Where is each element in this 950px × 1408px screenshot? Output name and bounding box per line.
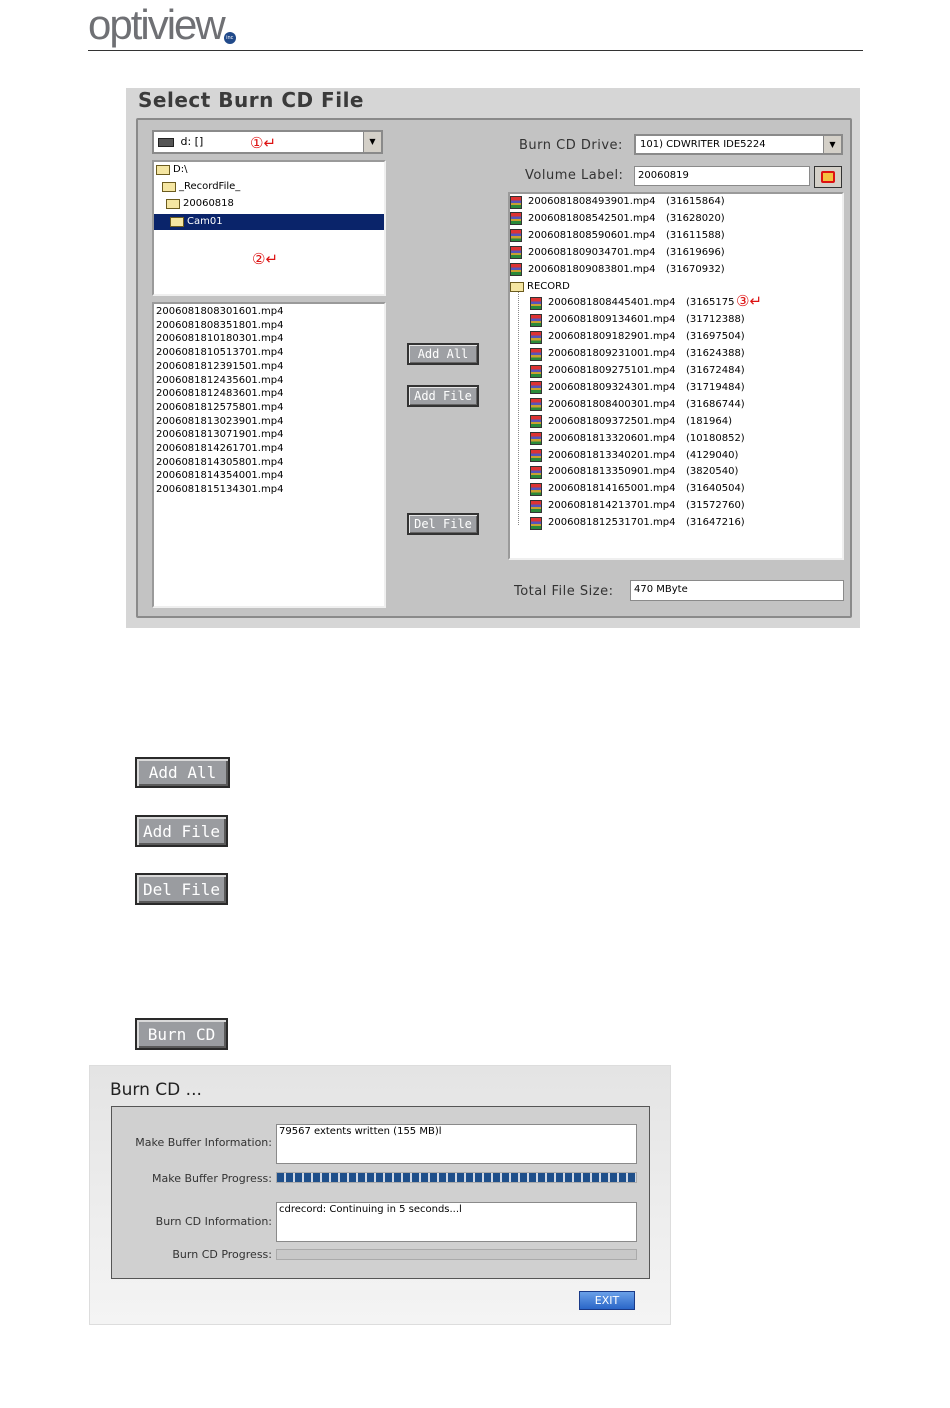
make-buffer-progress-bar [276, 1172, 637, 1183]
file-size: (181964) [686, 415, 732, 427]
burn-file-item[interactable] [530, 499, 745, 513]
make-buffer-progress-fill [277, 1173, 636, 1182]
burn-cd-button[interactable] [814, 166, 842, 188]
make-buffer-info-label: Make Buffer Information: [135, 1136, 272, 1149]
burn-file-item[interactable] [510, 229, 725, 243]
video-file-icon [530, 381, 542, 394]
burn-file-item[interactable] [530, 465, 738, 479]
video-file-icon [530, 365, 542, 378]
burn-file-item[interactable] [530, 398, 745, 412]
burn-file-item[interactable] [530, 347, 745, 361]
source-file-item[interactable]: 2006081814305801.mp4 [156, 456, 284, 468]
source-file-item[interactable]: 2006081813023901.mp4 [156, 415, 284, 427]
burn-file-item[interactable] [530, 516, 745, 530]
folder-open-icon [170, 217, 184, 227]
file-name: 2006081809134601.mp4 [548, 314, 676, 326]
tree-item-date[interactable]: 20060818 [166, 197, 234, 211]
file-name: 2006081809372501.mp4 [548, 415, 676, 427]
burn-file-item[interactable] [510, 212, 725, 226]
burn-file-item[interactable] [530, 449, 738, 463]
video-file-icon [530, 297, 542, 310]
folder-open-icon [162, 182, 176, 192]
file-size: (31719484) [686, 381, 745, 393]
video-file-icon [530, 398, 542, 411]
add-file-button[interactable]: Add File [407, 385, 479, 407]
source-file-items [156, 305, 283, 497]
file-name: 2006081814165001.mp4 [548, 483, 676, 495]
file-size: (31686744) [686, 398, 745, 410]
marker-2: ②↵ [252, 250, 279, 268]
logo-text: optiview [88, 1, 224, 48]
file-size: (31624388) [686, 348, 745, 360]
folder-icon [156, 165, 170, 175]
drive-icon [158, 138, 174, 147]
burn-file-list[interactable] [508, 192, 844, 560]
window-title: Select Burn CD File [138, 88, 364, 112]
window-frame [136, 118, 852, 618]
del-file-button[interactable]: Del File [407, 513, 479, 535]
file-size: (3165175 [686, 297, 735, 309]
file-size: (31647216) [686, 517, 745, 529]
burn-file-item[interactable] [510, 195, 725, 209]
burn-cd-info-field: cdrecord: Continuing in 5 seconds...l [276, 1202, 637, 1242]
video-file-icon [510, 212, 522, 225]
file-name: 2006081809083801.mp4 [528, 263, 656, 275]
burn-cd-progress-bar [276, 1249, 637, 1260]
file-size: (31572760) [686, 500, 745, 512]
burn-file-item[interactable] [530, 381, 745, 395]
source-file-list[interactable] [152, 302, 386, 608]
burn-file-item[interactable] [530, 482, 745, 496]
burn-cd-button-large[interactable]: Burn CD [135, 1018, 228, 1050]
marker-1: ①↵ [250, 134, 277, 152]
burn-cd-info-label: Burn CD Information: [155, 1215, 272, 1228]
video-file-icon [530, 517, 542, 530]
burn-file-item[interactable] [530, 432, 745, 446]
video-file-icon [530, 500, 542, 513]
video-file-icon [510, 229, 522, 242]
burn-file-item[interactable] [530, 330, 745, 344]
tree-item-recordfile[interactable]: _RecordFile_ [162, 180, 240, 194]
burn-drive-label: Burn CD Drive: [519, 138, 623, 153]
file-size: (31697504) [686, 331, 745, 343]
optiview-logo [88, 2, 236, 46]
source-file-item[interactable]: 2006081814354001.mp4 [156, 470, 284, 482]
video-file-icon [530, 314, 542, 327]
burn-window-title: Burn CD ... [110, 1080, 202, 1100]
add-all-button[interactable]: Add All [407, 343, 479, 365]
volume-label-label: Volume Label: [525, 168, 624, 183]
file-name: 2006081808493901.mp4 [528, 196, 656, 207]
header-divider [88, 50, 863, 51]
chevron-down-icon[interactable]: ▼ [363, 132, 381, 152]
file-name: 2006081808445401.mp4 [548, 297, 676, 309]
video-file-icon [510, 246, 522, 259]
file-size: (31712388) [686, 314, 745, 326]
source-file-item[interactable]: 2006081812435601.mp4 [156, 374, 284, 386]
burn-file-item[interactable] [510, 246, 725, 260]
drive-select-value: d: [] [180, 135, 204, 148]
file-name: 2006081809275101.mp4 [548, 365, 676, 376]
video-file-icon [530, 331, 542, 344]
add-all-button-large[interactable]: Add All [135, 757, 230, 788]
del-file-button-large[interactable]: Del File [135, 873, 228, 905]
file-size: (31619696) [666, 246, 725, 258]
video-file-icon [530, 432, 542, 445]
file-size: (31670932) [666, 263, 725, 275]
burn-drive-value: 101) CDWRITER IDE5224 [640, 139, 766, 150]
select-burn-cd-file-window [126, 88, 860, 628]
source-file-item[interactable]: 2006081813071901.mp4 [156, 429, 284, 441]
file-name: 2006081813320601.mp4 [548, 432, 676, 444]
source-file-item[interactable]: 2006081812575801.mp4 [156, 401, 284, 413]
source-file-item[interactable]: 2006081808351801.mp4 [156, 319, 284, 331]
total-file-size-value: 470 MByte [630, 580, 844, 601]
file-name: 2006081808542501.mp4 [528, 212, 656, 224]
file-name: 2006081812531701.mp4 [548, 517, 676, 529]
burn-file-item[interactable] [530, 313, 745, 327]
folder-open-icon [166, 199, 180, 209]
file-name: 2006081813340201.mp4 [548, 449, 676, 461]
add-file-button-large[interactable]: Add File [135, 815, 228, 847]
file-name: 2006081808400301.mp4 [548, 398, 676, 410]
video-file-icon [530, 415, 542, 428]
burn-file-item[interactable] [510, 263, 725, 277]
file-name: 2006081809182901.mp4 [548, 331, 676, 343]
folder-tree[interactable] [152, 160, 386, 296]
total-file-size-label: Total File Size: [514, 584, 614, 599]
tree-item-record[interactable]: RECORD [510, 280, 570, 294]
file-name: 2006081809034701.mp4 [528, 246, 656, 258]
burn-file-items [510, 194, 840, 554]
video-file-icon [530, 348, 542, 361]
chevron-down-icon[interactable]: ▼ [823, 136, 841, 153]
file-size: (31611588) [666, 229, 725, 241]
file-name: 2006081809324301.mp4 [548, 381, 676, 393]
file-name: 2006081814213701.mp4 [548, 500, 676, 512]
video-file-icon [530, 466, 542, 479]
tree-item-cam01[interactable]: Cam01 [154, 214, 384, 230]
make-buffer-info-field: 79567 extents written (155 MB)l [276, 1124, 637, 1164]
source-file-item[interactable]: 2006081808301601.mp4 [156, 306, 284, 317]
file-name: 2006081809231001.mp4 [548, 348, 676, 360]
file-size: (10180852) [686, 432, 745, 444]
folder-open-icon [510, 282, 524, 292]
burn-file-item[interactable] [530, 296, 734, 310]
tree-connector-line [518, 292, 519, 525]
video-file-icon [530, 483, 542, 496]
video-file-icon [510, 196, 522, 209]
burn-file-item[interactable] [530, 364, 745, 378]
source-file-item[interactable]: 2006081810180301.mp4 [156, 333, 284, 345]
source-file-item[interactable]: 2006081812483601.mp4 [156, 388, 284, 400]
burn-file-item[interactable] [530, 415, 732, 429]
file-name: 2006081808590601.mp4 [528, 229, 656, 241]
burn-drive-select[interactable] [634, 134, 843, 155]
volume-label-input[interactable]: 20060819 [634, 166, 810, 186]
video-file-icon [530, 449, 542, 462]
file-size: (31672484) [686, 365, 745, 376]
file-size: (4129040) [686, 449, 739, 461]
source-file-item[interactable]: 2006081812391501.mp4 [156, 360, 284, 372]
file-size: (31615864) [666, 196, 725, 207]
burn-status-box [111, 1106, 650, 1279]
marker-3: ③↵ [736, 292, 763, 310]
burn-cd-window [89, 1065, 671, 1325]
source-file-item[interactable]: 2006081810513701.mp4 [156, 347, 284, 359]
file-size: (31640504) [686, 483, 745, 495]
file-size: (3820540) [686, 466, 739, 478]
exit-button[interactable]: EXIT [579, 1291, 635, 1310]
logo-badge: inc [224, 32, 236, 44]
file-name: 2006081813350901.mp4 [548, 466, 676, 478]
burn-cd-progress-label: Burn CD Progress: [172, 1248, 272, 1261]
cd-burn-icon [821, 171, 835, 183]
make-buffer-progress-label: Make Buffer Progress: [151, 1172, 272, 1185]
file-size: (31628020) [666, 212, 725, 224]
source-file-item[interactable]: 2006081814261701.mp4 [156, 443, 284, 455]
tree-item-root[interactable]: D:\ [156, 163, 187, 177]
source-file-item[interactable]: 2006081815134301.mp4 [156, 484, 284, 496]
video-file-icon [510, 263, 522, 276]
